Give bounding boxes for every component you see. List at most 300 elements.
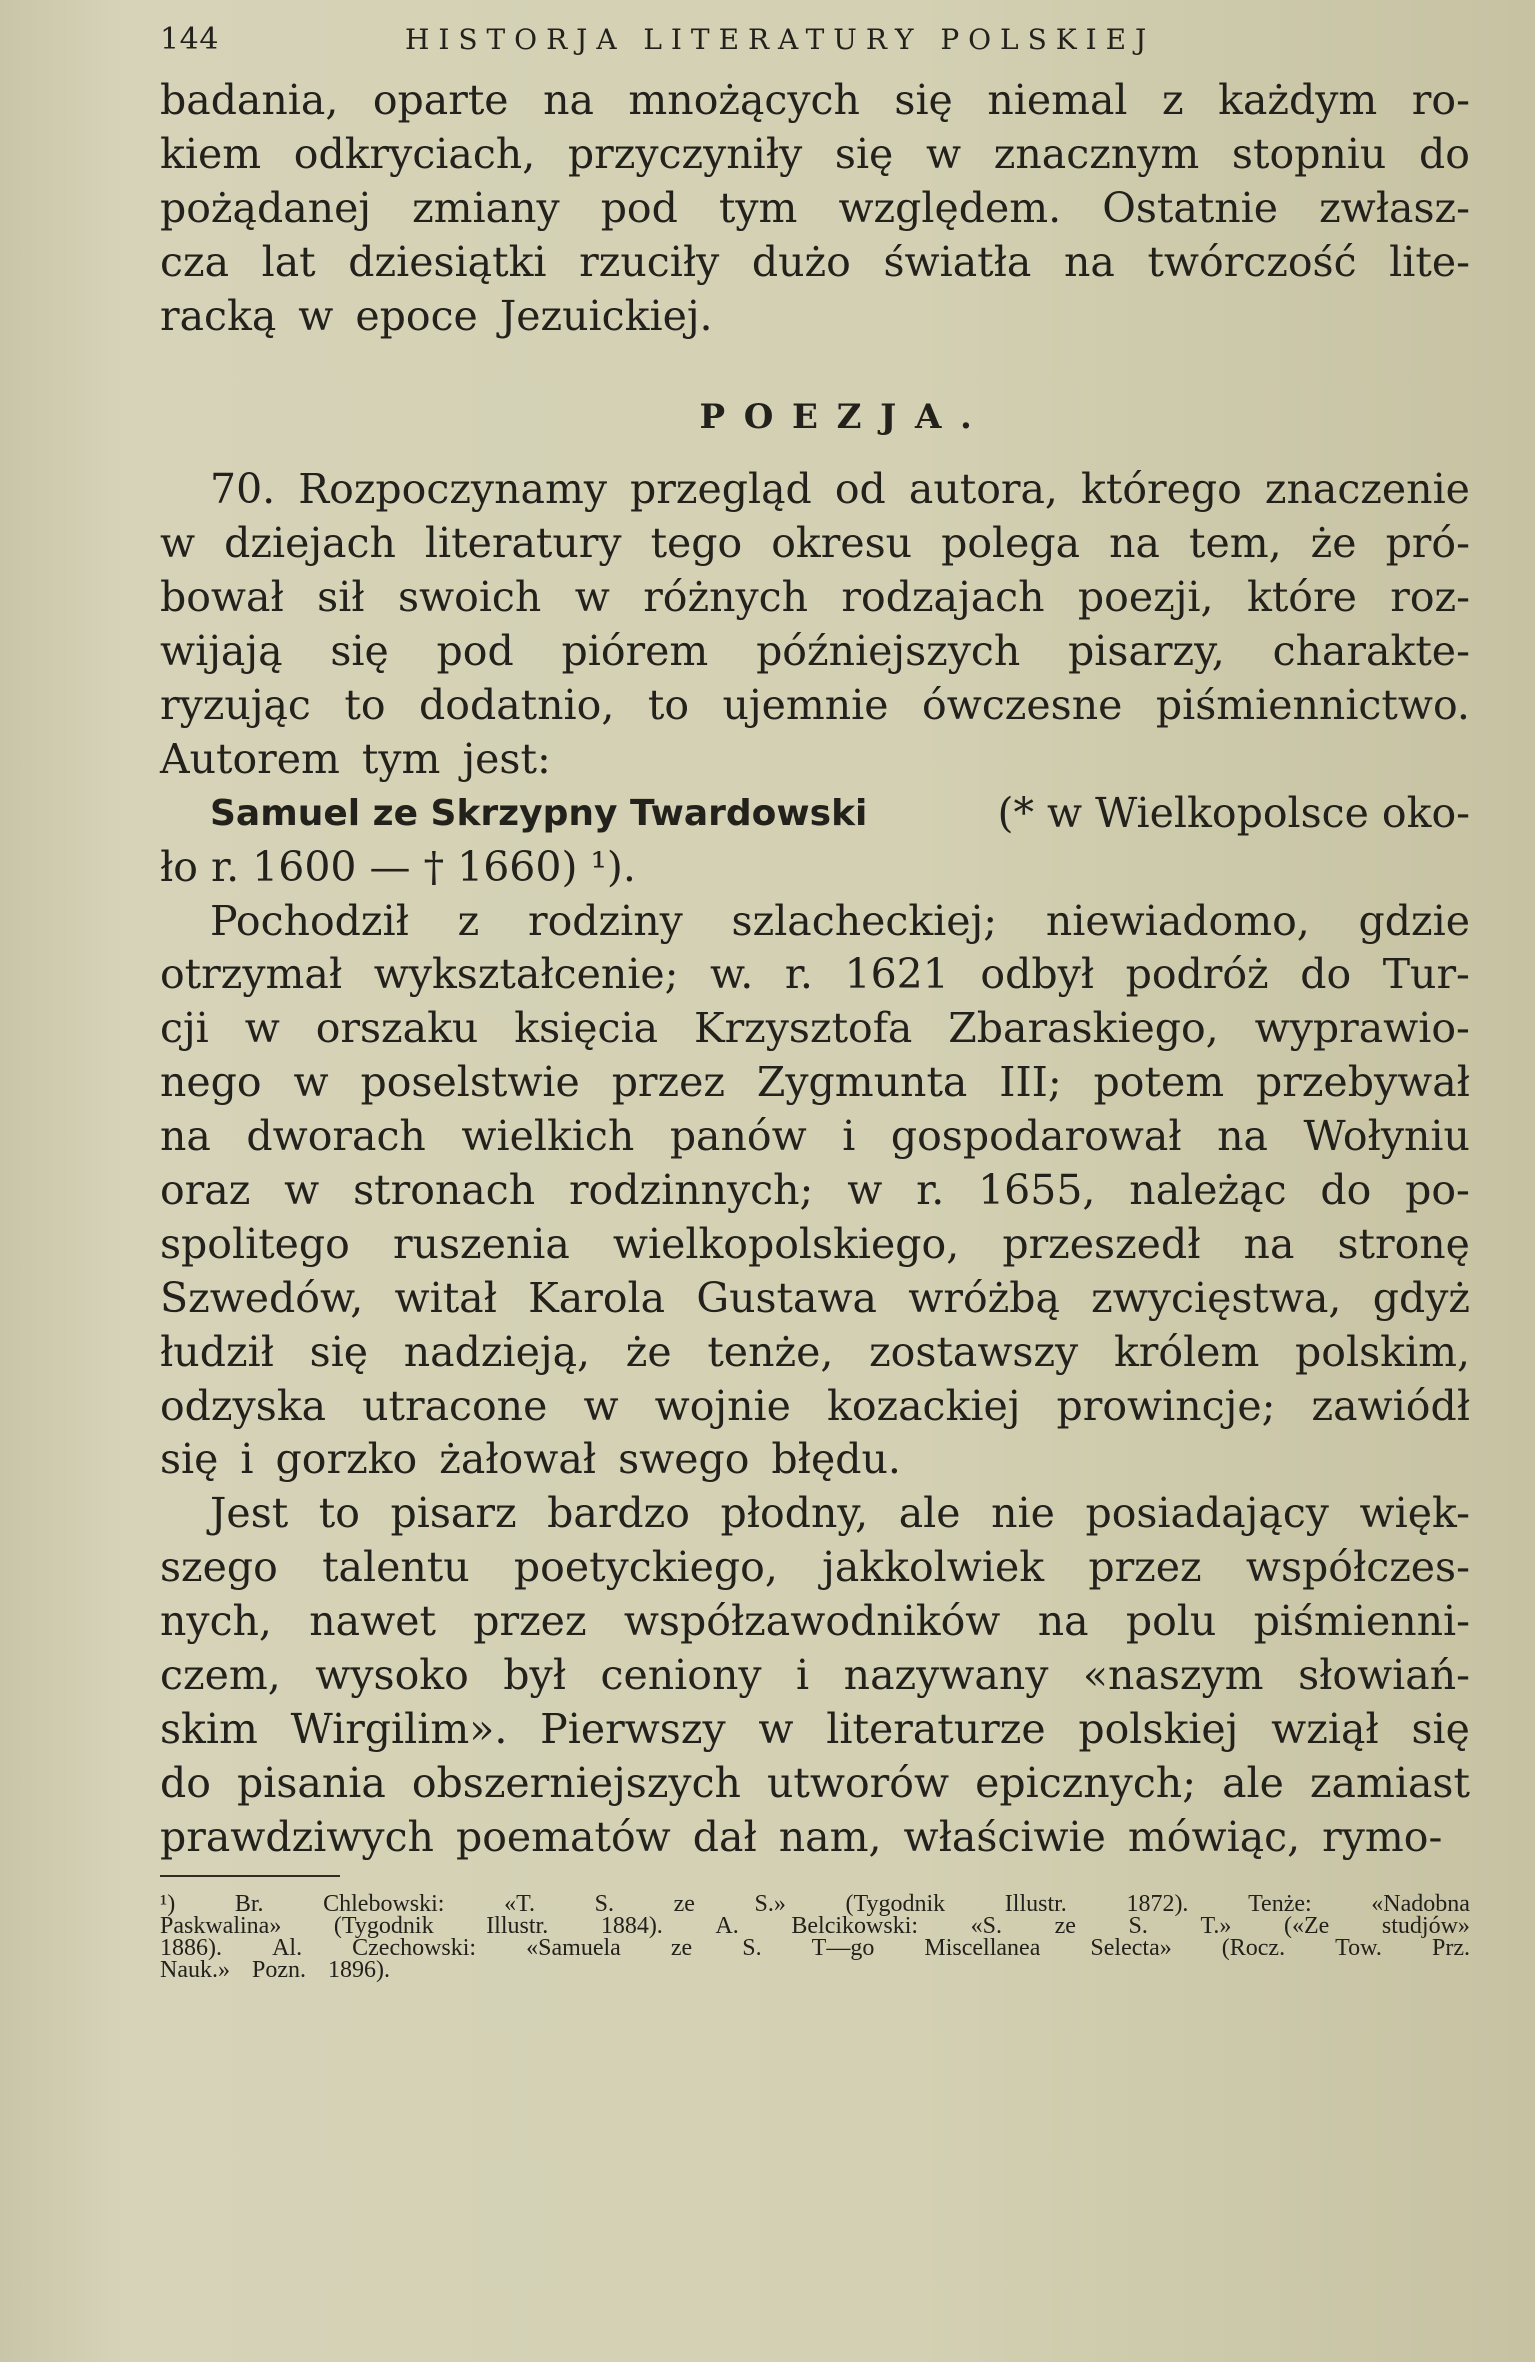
word: zawiódł bbox=[1311, 1381, 1470, 1430]
text-line bbox=[160, 1595, 1470, 1649]
word: Jezuickiej. bbox=[499, 291, 713, 340]
word: żałował bbox=[439, 1435, 597, 1484]
word: wielkich bbox=[461, 1112, 635, 1161]
word: otrzymał bbox=[160, 950, 343, 999]
word: na bbox=[160, 1112, 211, 1161]
word: zwłasz- bbox=[1319, 183, 1470, 232]
word: Wirgilim». bbox=[290, 1704, 508, 1753]
paragraph-2 bbox=[160, 463, 1470, 786]
word: różnych bbox=[643, 573, 809, 622]
word: Ostatnie bbox=[1102, 183, 1279, 232]
word: Miscellanea bbox=[924, 1934, 1041, 1961]
text-line bbox=[160, 895, 1470, 949]
word: wyprawio- bbox=[1254, 1004, 1470, 1053]
word: Br. bbox=[234, 1890, 264, 1917]
text-line bbox=[160, 74, 1470, 128]
word: rymo- bbox=[1322, 1812, 1443, 1861]
word: autora, bbox=[908, 465, 1058, 514]
word: to bbox=[344, 681, 386, 730]
word: pisarz bbox=[390, 1489, 517, 1538]
author-line-2 bbox=[160, 841, 1470, 895]
word: kiem bbox=[160, 129, 262, 178]
word: 1896). bbox=[327, 1956, 390, 1983]
word: «Nadobna bbox=[1371, 1890, 1470, 1917]
word: 1872). bbox=[1126, 1890, 1189, 1917]
word: późniejszych bbox=[756, 627, 1021, 676]
word: nadzieją, bbox=[403, 1327, 591, 1376]
text-line bbox=[160, 1811, 1470, 1865]
word: w. bbox=[710, 950, 754, 999]
word: bardzo bbox=[547, 1489, 690, 1538]
word: na bbox=[1109, 519, 1160, 568]
word: z bbox=[1162, 76, 1184, 124]
text-line bbox=[160, 1164, 1470, 1218]
word: do bbox=[1418, 129, 1470, 178]
word: jest: bbox=[462, 734, 551, 783]
word: przyczyniły bbox=[567, 129, 803, 178]
word: nych, bbox=[160, 1597, 272, 1646]
word: ale bbox=[1222, 1758, 1284, 1807]
word: wielkopolskiego, bbox=[612, 1219, 960, 1268]
word: oraz bbox=[160, 1166, 251, 1215]
word: dodatnio, bbox=[419, 681, 615, 730]
word: gorzko bbox=[275, 1435, 418, 1484]
word: dziesiątki bbox=[348, 237, 547, 286]
word: T.» bbox=[1200, 1912, 1232, 1939]
word: Tur- bbox=[1382, 950, 1470, 999]
word: zostawszy bbox=[869, 1327, 1079, 1376]
word: rodzajach bbox=[841, 573, 1045, 622]
word: badania, bbox=[160, 76, 339, 124]
word: odkryciach, bbox=[293, 129, 536, 178]
author-line bbox=[160, 787, 1470, 841]
word: na bbox=[543, 76, 594, 124]
word: «T. bbox=[504, 1890, 535, 1917]
word: Zygmunta bbox=[756, 1058, 968, 1107]
word: lat bbox=[261, 237, 316, 286]
word: współzawodników bbox=[623, 1597, 1001, 1646]
word: S. bbox=[742, 1934, 762, 1961]
word: nego bbox=[160, 1058, 262, 1107]
word: w bbox=[847, 1166, 883, 1215]
word: roz- bbox=[1390, 573, 1470, 622]
word: pod bbox=[600, 183, 678, 232]
word: literatury bbox=[424, 519, 622, 568]
word: szego bbox=[160, 1543, 278, 1592]
word: swoich bbox=[398, 573, 542, 622]
word: poetyckiego, bbox=[513, 1543, 778, 1592]
word: nazywany bbox=[843, 1651, 1049, 1700]
word: gdzie bbox=[1358, 896, 1470, 945]
word: literaturze bbox=[826, 1704, 1046, 1753]
word: Pozn. bbox=[251, 1956, 306, 1983]
main-text bbox=[160, 74, 1470, 1981]
word: tym bbox=[361, 734, 441, 783]
word: S. bbox=[594, 1890, 614, 1917]
word: studjów» bbox=[1381, 1912, 1470, 1939]
word: należąc bbox=[1129, 1166, 1287, 1215]
word: ¹) bbox=[160, 1890, 176, 1917]
text-line bbox=[160, 1649, 1470, 1703]
word: przebywał bbox=[1255, 1058, 1470, 1107]
word: pisania bbox=[236, 1758, 386, 1807]
word: wojnie bbox=[654, 1381, 791, 1430]
word: w bbox=[574, 573, 610, 622]
word: to bbox=[647, 681, 690, 730]
word: w bbox=[293, 1058, 329, 1107]
word: w bbox=[758, 1704, 794, 1753]
word: tego bbox=[650, 519, 743, 568]
word: Illustr. bbox=[1004, 1890, 1067, 1917]
word: wykształcenie; bbox=[373, 950, 679, 999]
word: Rozpoczynamy bbox=[298, 465, 607, 514]
word: kozackiej bbox=[826, 1381, 1021, 1430]
word: polu bbox=[1125, 1597, 1217, 1646]
word: jakkolwiek bbox=[822, 1543, 1045, 1592]
word: mówiąc, bbox=[1127, 1812, 1301, 1861]
word: gdyż bbox=[1372, 1273, 1470, 1322]
word: słowiań- bbox=[1298, 1651, 1470, 1700]
word: S. bbox=[1128, 1912, 1148, 1939]
word: Karola bbox=[528, 1273, 666, 1322]
word: znacznym bbox=[993, 129, 1200, 178]
word: na bbox=[1243, 1219, 1295, 1268]
word: utracone bbox=[362, 1381, 548, 1430]
word: Illustr. bbox=[486, 1912, 549, 1939]
word: zmiany bbox=[412, 183, 560, 232]
word: ze bbox=[670, 1934, 693, 1961]
text-line bbox=[160, 1110, 1470, 1164]
word: Wołyniu bbox=[1303, 1112, 1470, 1161]
word: że bbox=[625, 1327, 672, 1376]
word: Pierwszy bbox=[540, 1704, 726, 1753]
word: był bbox=[503, 1651, 566, 1700]
text-line bbox=[160, 1541, 1470, 1595]
word: oparte bbox=[372, 76, 509, 124]
word: poezji, bbox=[1077, 573, 1214, 622]
text-line bbox=[160, 182, 1470, 236]
text-line bbox=[160, 517, 1470, 571]
word: ze bbox=[673, 1890, 695, 1917]
word: «S. bbox=[970, 1912, 1002, 1939]
word: Prz. bbox=[1431, 1934, 1470, 1961]
word: bował bbox=[160, 573, 284, 622]
word: prawdziwych bbox=[160, 1812, 434, 1861]
word: spolitego bbox=[160, 1219, 350, 1268]
word: nie bbox=[991, 1489, 1055, 1538]
word: odbył bbox=[980, 950, 1095, 999]
word: lite- bbox=[1389, 237, 1470, 286]
word: znaczenie bbox=[1264, 465, 1470, 514]
word: obszerniejszych bbox=[411, 1758, 741, 1807]
text-line bbox=[160, 571, 1470, 625]
word: współczes- bbox=[1245, 1543, 1470, 1592]
word: przez bbox=[611, 1058, 725, 1107]
word: odzyska bbox=[160, 1381, 327, 1430]
word: ruszenia bbox=[392, 1219, 570, 1268]
paragraph-3 bbox=[160, 895, 1470, 1488]
word: przegląd bbox=[630, 465, 812, 514]
word: podróż bbox=[1125, 950, 1269, 999]
word: od bbox=[834, 465, 886, 514]
word: stronę bbox=[1337, 1219, 1470, 1268]
text-line bbox=[160, 1757, 1470, 1811]
word: cza bbox=[160, 237, 230, 286]
word: się bbox=[309, 1327, 369, 1376]
word: tenże, bbox=[707, 1327, 834, 1376]
word: się bbox=[834, 129, 894, 178]
word: Belcikowski: bbox=[791, 1912, 919, 1939]
word: Szwedów, bbox=[160, 1273, 364, 1322]
text-line bbox=[160, 1956, 1470, 1983]
word: każdym bbox=[1218, 76, 1378, 124]
word: Tenże: bbox=[1248, 1890, 1312, 1917]
word: pod bbox=[436, 627, 514, 676]
word: piśmiennictwo. bbox=[1155, 681, 1470, 730]
word: nawet bbox=[309, 1597, 436, 1646]
paragraph-1 bbox=[160, 74, 1470, 343]
word: ze bbox=[1054, 1912, 1076, 1939]
word: Pochodził bbox=[210, 896, 409, 945]
word: które bbox=[1246, 573, 1357, 622]
text-line bbox=[160, 1934, 1470, 1961]
word: witał bbox=[394, 1273, 497, 1322]
word: przeszedł bbox=[1002, 1219, 1201, 1268]
word: królem bbox=[1113, 1327, 1260, 1376]
word: rodzinnych; bbox=[568, 1166, 814, 1215]
word: pożądanej bbox=[160, 183, 372, 232]
word: że bbox=[1310, 519, 1357, 568]
word: utworów bbox=[767, 1758, 950, 1807]
text-line bbox=[160, 1218, 1470, 1272]
text-line bbox=[160, 1912, 1470, 1939]
word: błędu. bbox=[771, 1435, 901, 1484]
word: właściwie bbox=[903, 1812, 1106, 1861]
word: na bbox=[1037, 1597, 1089, 1646]
word: z bbox=[457, 896, 480, 945]
word: 1886). bbox=[160, 1934, 222, 1961]
text-line bbox=[160, 236, 1470, 290]
word: przez bbox=[1088, 1543, 1202, 1592]
word: posiadający bbox=[1085, 1489, 1329, 1538]
word: stronach bbox=[353, 1166, 536, 1215]
word: epoce bbox=[355, 291, 478, 340]
word: Gustawa bbox=[696, 1273, 877, 1322]
word: ówczesne bbox=[922, 681, 1123, 730]
word: więk- bbox=[1359, 1489, 1470, 1538]
text-line bbox=[160, 290, 1470, 344]
word: płodny, bbox=[720, 1489, 869, 1538]
word: niewiadomo, bbox=[1045, 896, 1310, 945]
word: to bbox=[318, 1489, 360, 1538]
word: piśmienni- bbox=[1253, 1597, 1470, 1646]
word: się bbox=[1411, 1704, 1470, 1753]
word: panów bbox=[669, 1112, 807, 1161]
text-line bbox=[160, 1703, 1470, 1757]
word: i bbox=[842, 1112, 856, 1161]
word: tym bbox=[718, 183, 798, 232]
text-line bbox=[160, 1487, 1470, 1541]
word: w bbox=[926, 129, 962, 178]
word: talentu bbox=[322, 1543, 470, 1592]
word: zwycięstwa, bbox=[1091, 1273, 1342, 1322]
author-dates: (* w Wielkopolsce oko- bbox=[997, 788, 1470, 837]
word: w bbox=[298, 291, 334, 340]
word: cji bbox=[160, 1004, 209, 1053]
word: ro- bbox=[1411, 76, 1470, 124]
word: («Ze bbox=[1284, 1912, 1330, 1939]
word: r. bbox=[784, 950, 813, 999]
word: niemal bbox=[987, 76, 1128, 124]
word: światła bbox=[883, 237, 1032, 286]
word: Jest bbox=[210, 1489, 289, 1538]
word: nam, bbox=[778, 1812, 882, 1861]
word: do bbox=[160, 1758, 211, 1807]
word: racką bbox=[160, 291, 277, 340]
word: w bbox=[583, 1381, 619, 1430]
word: piórem bbox=[561, 627, 709, 676]
footnote bbox=[160, 1890, 1470, 1983]
word: epicznych; bbox=[975, 1758, 1197, 1807]
word: po- bbox=[1405, 1166, 1470, 1215]
word: polega bbox=[941, 519, 1081, 568]
word: się bbox=[160, 1435, 219, 1484]
text-line bbox=[160, 1380, 1470, 1434]
word: 70. bbox=[210, 465, 276, 514]
paragraph-4 bbox=[160, 1487, 1470, 1864]
word: polskiej bbox=[1078, 1704, 1239, 1753]
word: swego bbox=[618, 1435, 750, 1484]
word: ceniony bbox=[600, 1651, 762, 1700]
word: okresu bbox=[771, 519, 913, 568]
word: gospodarował bbox=[890, 1112, 1182, 1161]
word: ale bbox=[898, 1489, 961, 1538]
text-line bbox=[160, 1056, 1470, 1110]
word: Al. bbox=[272, 1934, 303, 1961]
word: księcia bbox=[514, 1004, 659, 1053]
text-line bbox=[160, 1890, 1470, 1917]
word: na bbox=[1063, 237, 1115, 286]
word: r. bbox=[916, 1166, 945, 1215]
word: na bbox=[1217, 1112, 1268, 1161]
word: twórczość bbox=[1147, 237, 1357, 286]
word: Paskwalina» bbox=[160, 1912, 282, 1939]
running-head bbox=[160, 22, 1475, 74]
word: do bbox=[1320, 1166, 1372, 1215]
word: się bbox=[330, 627, 389, 676]
word: Autorem bbox=[160, 734, 340, 783]
word: poselstwie bbox=[360, 1058, 580, 1107]
word: Czechowski: bbox=[352, 1934, 477, 1961]
word: prowincje; bbox=[1056, 1381, 1276, 1430]
word: 1884). bbox=[600, 1912, 663, 1939]
author-name: Samuel ze Skrzypny Twardowski bbox=[210, 792, 868, 834]
word: orszaku bbox=[315, 1004, 479, 1053]
text-line bbox=[160, 1433, 1470, 1487]
word: (Rocz. bbox=[1221, 1934, 1286, 1961]
word: tem, bbox=[1189, 519, 1282, 568]
word: Krzysztofa bbox=[693, 1004, 913, 1053]
word: Nauk.» bbox=[160, 1956, 230, 1983]
word: względem. bbox=[838, 183, 1062, 232]
word: Chlebowski: bbox=[323, 1890, 445, 1917]
word: w bbox=[284, 1166, 320, 1215]
word: (Tygodnik bbox=[333, 1912, 434, 1939]
page-number: 144 bbox=[160, 22, 220, 57]
word: łudził bbox=[160, 1327, 274, 1376]
word: polskim, bbox=[1295, 1327, 1470, 1376]
word: ryzując bbox=[160, 681, 311, 730]
word: dworach bbox=[246, 1112, 426, 1161]
word: rodziny bbox=[528, 896, 683, 945]
word: i bbox=[796, 1651, 810, 1700]
text-line bbox=[160, 1002, 1470, 1056]
text-line bbox=[160, 1326, 1470, 1380]
running-title: HISTORJA LITERATURY POLSKIEJ bbox=[405, 23, 1156, 56]
text-line bbox=[160, 463, 1470, 517]
word: wijają bbox=[160, 627, 283, 676]
word: mnożących bbox=[628, 76, 860, 124]
word: dziejach bbox=[224, 519, 396, 568]
word: T—go bbox=[811, 1934, 875, 1961]
word: w bbox=[244, 1004, 280, 1053]
word: rzuciły bbox=[579, 237, 720, 286]
word: Zbaraskiego, bbox=[948, 1004, 1219, 1053]
text-line bbox=[160, 733, 1470, 787]
word: zamiast bbox=[1309, 1758, 1470, 1807]
word: charakte- bbox=[1272, 627, 1470, 676]
word: czem, bbox=[160, 1651, 281, 1700]
word: Selecta» bbox=[1090, 1934, 1172, 1961]
word: Tow. bbox=[1335, 1934, 1382, 1961]
word: A. bbox=[715, 1912, 739, 1939]
word: 1655, bbox=[978, 1166, 1096, 1215]
word: którego bbox=[1081, 465, 1242, 514]
word: 1621 bbox=[844, 950, 949, 999]
word: pisarzy, bbox=[1068, 627, 1225, 676]
footnote-rule bbox=[160, 1875, 340, 1877]
word: «naszym bbox=[1082, 1651, 1264, 1700]
word: pró- bbox=[1385, 519, 1470, 568]
word: wysoko bbox=[315, 1651, 469, 1700]
text-line bbox=[160, 625, 1470, 679]
word: ujemnie bbox=[722, 681, 889, 730]
text-line bbox=[160, 679, 1470, 733]
word: S.» bbox=[754, 1890, 786, 1917]
text-line bbox=[160, 948, 1470, 1002]
word: III; bbox=[999, 1058, 1062, 1107]
word: szlacheckiej; bbox=[731, 896, 998, 945]
text-line bbox=[160, 1272, 1470, 1326]
word: wróżbą bbox=[908, 1273, 1060, 1322]
word: poematów bbox=[455, 1812, 671, 1861]
word: sił bbox=[317, 573, 365, 622]
word: i bbox=[240, 1435, 254, 1484]
word: skim bbox=[160, 1704, 258, 1753]
word: dużo bbox=[751, 237, 851, 286]
text-line bbox=[160, 128, 1470, 182]
author-dates-2: ło r. 1600 — † 1660) ¹). bbox=[160, 842, 636, 891]
word: (Tygodnik bbox=[845, 1890, 946, 1917]
word: dał bbox=[692, 1812, 757, 1861]
word: stopniu bbox=[1231, 129, 1387, 178]
word: do bbox=[1300, 950, 1352, 999]
word: «Samuela bbox=[526, 1934, 621, 1961]
word: się bbox=[894, 76, 953, 124]
word: przez bbox=[473, 1597, 587, 1646]
word: potem bbox=[1093, 1058, 1225, 1107]
word: wziął bbox=[1271, 1704, 1379, 1753]
